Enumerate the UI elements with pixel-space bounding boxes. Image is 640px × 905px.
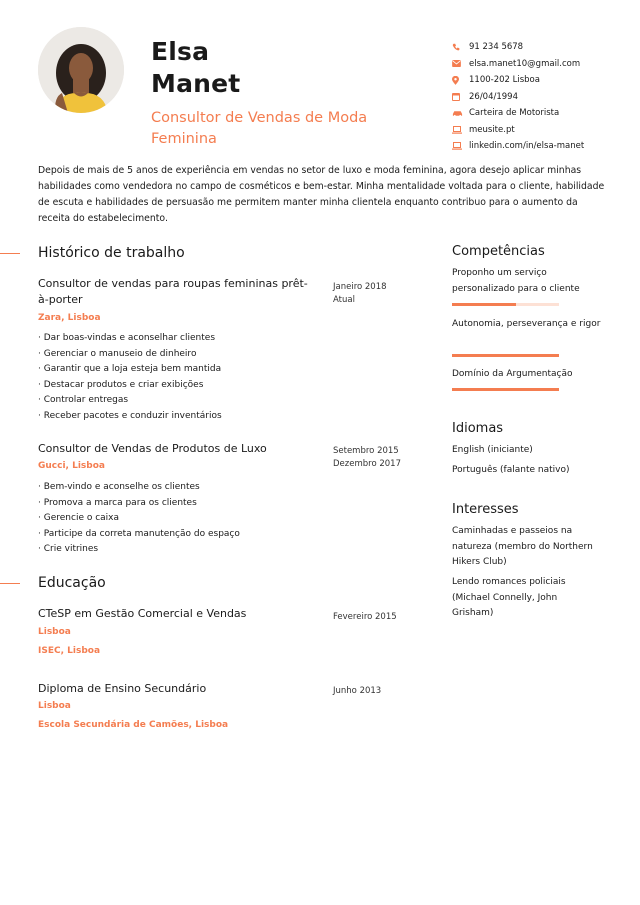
education-school-1: ISEC, Lisboa	[38, 646, 101, 656]
skills-section-title: Competências	[452, 244, 545, 259]
last-name: Manet	[151, 69, 241, 98]
skill-label-2: Autonomia, perseverança e rigor	[452, 319, 601, 329]
first-name: Elsa	[151, 37, 210, 66]
education-date-1: Fevereiro 2015	[333, 612, 397, 622]
education-city-2: Lisboa	[38, 701, 71, 711]
language-item-1: English (iniciante)	[452, 445, 533, 455]
interest-item-2: Lendo romances policiais (Michael Connelly, John Grisham)	[452, 577, 566, 618]
list-item: · Garantir que a loja esteja bem mantida	[38, 362, 222, 378]
list-item: · Controlar entregas	[38, 393, 222, 409]
avatar	[38, 27, 124, 113]
education-date-2: Junho 2013	[333, 686, 382, 696]
list-item: · Crie vitrines	[38, 542, 240, 558]
list-item: · Gerenciar o manuseio de dinheiro	[38, 347, 222, 363]
interest-item-1: Caminhadas e passeios na natureza (membro do Northern Hikers Club)	[452, 526, 593, 567]
skill-label-3: Domínio da Argumentação	[452, 369, 573, 379]
section-divider	[0, 583, 20, 584]
skill-level-fill-3	[452, 388, 559, 391]
job-date-2: Setembro 2015 Dezembro 2017	[333, 446, 401, 469]
skill-level-fill-1	[452, 303, 516, 306]
phone-icon	[452, 43, 469, 51]
envelope-icon	[452, 60, 469, 67]
contact-birthdate: 26/04/1994	[452, 89, 584, 106]
contact-address: 1100-202 Lisboa	[452, 72, 584, 89]
list-item: · Bem-vindo e aconselhe os clientes	[38, 480, 240, 496]
education-city-1: Lisboa	[38, 627, 71, 637]
contact-list	[452, 39, 584, 155]
list-item: · Dar boas-vindas e aconselhar clientes	[38, 331, 222, 347]
education-title-2: Diploma de Ensino Secundário	[38, 682, 207, 695]
language-item-2: Português (falante nativo)	[452, 465, 570, 475]
education-school-2: Escola Secundária de Camões, Lisboa	[38, 720, 229, 730]
job-title: Consultor de Vendas de Moda Feminina	[151, 110, 368, 147]
languages-section-title: Idiomas	[452, 421, 504, 436]
skill-level-fill-2	[452, 354, 559, 357]
education-section-title: Educação	[38, 575, 106, 591]
job-duties-2	[38, 480, 240, 558]
profile-summary: Depois de mais de 5 anos de experiência em vendas no setor de luxo e moda feminina, agora desejo aplicar minhas habilidades como vendedora no campo de cosméticos e bem-estar. Minha mentalidade voltada para o cliente, habilidade de escuta e habilidades de persuasão me permitem manter minha clientela enquanto contribuo para o aumento da receita do estabelecimento.	[38, 165, 605, 224]
car-icon	[452, 110, 469, 117]
calendar-icon	[452, 92, 469, 101]
job-title-1: Consultor de vendas para roupas femininas prêt-à-porter	[38, 277, 308, 306]
job-duties-1	[38, 331, 222, 424]
list-item: · Destacar produtos e criar exibições	[38, 378, 222, 394]
skill-level-bar-1	[452, 303, 559, 306]
job-org-2: Gucci, Lisboa	[38, 461, 105, 471]
contact-email[interactable]: elsa.manet10@gmail.com	[452, 56, 584, 73]
laptop-icon	[452, 142, 469, 150]
list-item: · Receber pacotes e conduzir inventários	[38, 409, 222, 425]
list-item: · Promova a marca para os clientes	[38, 496, 240, 512]
list-item: · Participe da correta manutenção do espaço	[38, 527, 240, 543]
contact-website[interactable]: meusite.pt	[452, 122, 584, 139]
work-section-title: Histórico de trabalho	[38, 245, 185, 261]
skill-label-1: Proponho um serviço personalizado para o cliente	[452, 268, 580, 294]
candidate-name	[151, 36, 240, 100]
contact-license: Carteira de Motorista	[452, 105, 584, 122]
laptop-icon	[452, 126, 469, 134]
education-title-1: CTeSP em Gestão Comercial e Vendas	[38, 607, 247, 620]
location-pin-icon	[452, 76, 469, 85]
job-org-1: Zara, Lisboa	[38, 313, 101, 323]
list-item: · Gerencie o caixa	[38, 511, 240, 527]
job-date-1: Janeiro 2018 Atual	[333, 282, 387, 305]
skill-level-bar-3	[452, 388, 559, 391]
section-divider	[0, 253, 20, 254]
job-title-2: Consultor de Vendas de Produtos de Luxo	[38, 442, 267, 455]
interests-section-title: Interesses	[452, 502, 519, 517]
contact-linkedin[interactable]: linkedin.com/in/elsa-manet	[452, 138, 584, 155]
contact-phone: 91 234 5678	[452, 39, 584, 56]
skill-level-bar-2	[452, 354, 559, 357]
